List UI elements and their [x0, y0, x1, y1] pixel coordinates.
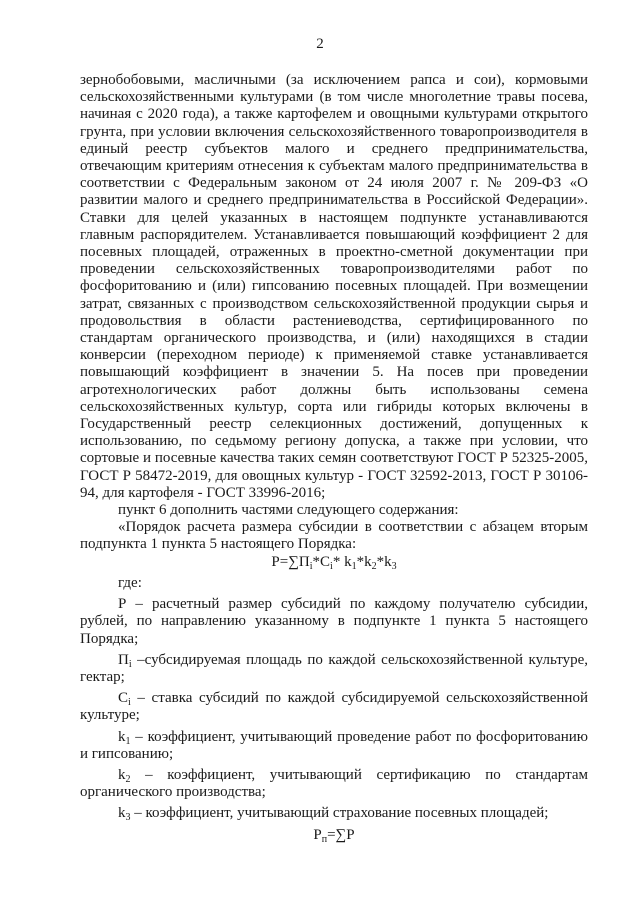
definition-ci: $С_i$ – ставка субсидий по каждой субсидируемой сельскохозяйственной культуре;	[80, 690, 588, 724]
paragraph-continuation: зернобобовыми, масличными (за исключением рапса и сои), кормовыми сельскохозяйственными культурами (в том числе многолетние травы посева, начиная с 2020 года), а также картофелем и овощными культурами открытого грунта, при условии включения сельскохозяйственного товаропроизводителя в единый реестр субъектов малого и среднего предпринимательства, отвечающим критериям отнесения к субъектам малого предпринимательства в соответствии с Федеральным законом от 24 июля 2007 г. № 209-ФЗ «О развитии малого и среднего предпринимательства в Российской Федерации». Ставки для целей указанных в настоящем подпункте устанавливаются главным распорядителем. Устанавливается повышающий коэффициент 2 для посевных площадей, отраженных в проектно-сметной документации при проведении сельскохозяйственных товаропроизводителями работ по фосфоритованию и (или) гипсованию посевных площадей. При возмещении затрат, связанных с производством сельскохозяйственной продукции сырья и продовольствия в области растениеводства, сертифицированного по стандартам органического производства, и (или) находящихся в стадии конверсии (переходном периоде) к применяемой ставке устанавливается повышающий коэффициент в значении 5. На посев при проведении агротехнологических работ должны быть использованы семена сельскохозяйственных культур, сорта или гибриды которых включены в Государственный реестр селекционных достижений, допущенных к использованию, по седьмому региону допуска, а также при условии, что сортовые и посевные качества таких семян соответствуют ГОСТ Р 52325-2005, ГОСТ Р 58472-2019, для овощных культур - ГОСТ 32592-2013, ГОСТ Р 30106-94, для картофеля - ГОСТ 33996-2016;	[80, 72, 588, 501]
definition-k3: $k_3$ – коэффициент, учитывающий страхование посевных площадей;	[118, 805, 549, 824]
paragraph-calculation-order: «Порядок расчета размера субсидии в соответствии с абзацем вторым подпункта 1 пункта 5 настоящего Порядка:	[80, 519, 588, 553]
body-text	[80, 72, 588, 844]
definition-p: Р – расчетный размер субсидий по каждому получателю субсидии, рублей, по направлению указанному в подпункте 1 пункта 5 настоящего Порядка;	[80, 596, 588, 647]
paragraph-amendment-intro: пункт 6 дополнить частями следующего содержания:	[118, 502, 459, 519]
formula-total: $Р_п=\sum Р$	[313, 826, 355, 845]
formula-subsidy: $Р=\sum П_i*С_i*$ $k_1*k_2*k_3$	[271, 553, 397, 572]
definition-k1: $k_1$ – коэффициент, учитывающий проведение работ по фосфоритованию и гипсованию;	[80, 728, 588, 762]
definition-k2: $k_2$ – коэффициент, учитывающий сертификацию по стандартам органического производства;	[80, 766, 588, 801]
definition-pi: $П_i$ –субсидируемая площадь по каждой сельскохозяйственной культуре, гектар;	[80, 651, 588, 685]
page-number: 2	[316, 36, 324, 52]
paragraph-where: где:	[118, 574, 142, 591]
